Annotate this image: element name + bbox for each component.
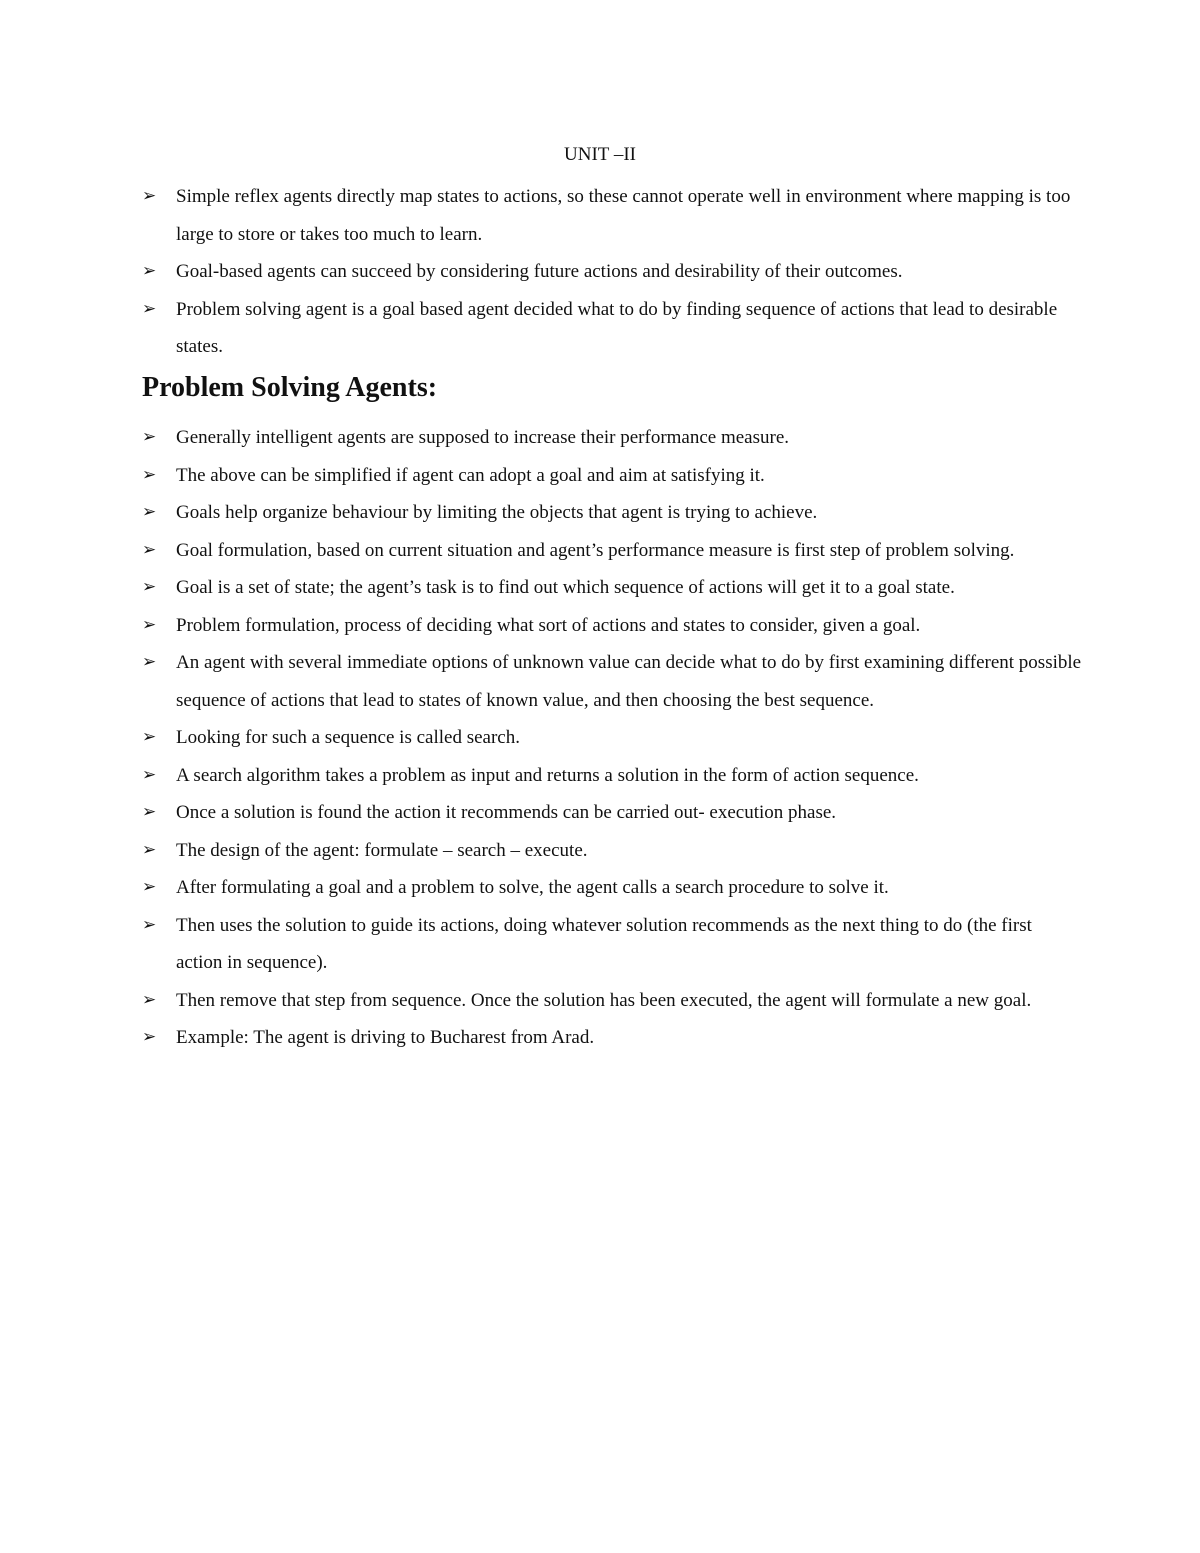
bullet-text: Problem solving agent is a goal based agent decided what to do by finding sequence of actions that lead to desirable states. bbox=[176, 298, 1058, 357]
list-item bbox=[142, 794, 1082, 832]
bullet-text: Then remove that step from sequence. Once the solution has been executed, the agent will formulate a new goal. bbox=[176, 989, 1032, 1011]
bullet-text: Goals help organize behaviour by limiting the objects that agent is trying to achieve. bbox=[176, 502, 818, 523]
list-item bbox=[142, 253, 1082, 291]
arrow-bullet-icon: ➢ bbox=[142, 427, 157, 447]
bullet-text: Looking for such a sequence is called search. bbox=[176, 727, 520, 748]
bullet-text: After formulating a goal and a problem to solve, the agent calls a search procedure to solve it. bbox=[176, 877, 889, 898]
arrow-bullet-icon: ➢ bbox=[142, 989, 157, 1010]
bullet-text: Problem formulation, process of deciding what sort of actions and states to consider, given a goal. bbox=[176, 614, 921, 636]
arrow-bullet-icon: ➢ bbox=[142, 539, 157, 560]
bullet-text: The design of the agent: formulate – search – execute. bbox=[176, 839, 588, 861]
section-bullet-list bbox=[142, 419, 1082, 1057]
bullet-text: Once a solution is found the action it recommends can be carried out- execution phase. bbox=[176, 802, 837, 823]
bullet-text: Then uses the solution to guide its actions, doing whatever solution recommends as the next thing to do (the first action in sequence). bbox=[176, 914, 1032, 973]
arrow-bullet-icon: ➢ bbox=[142, 652, 157, 672]
list-item bbox=[142, 494, 1082, 532]
list-item bbox=[142, 1019, 1082, 1057]
list-item bbox=[142, 907, 1082, 982]
list-item bbox=[142, 419, 1082, 457]
bullet-text: Goal formulation, based on current situation and agent’s performance measure is first step of problem solving. bbox=[176, 539, 1015, 561]
arrow-bullet-icon: ➢ bbox=[142, 802, 157, 822]
list-item bbox=[142, 832, 1082, 870]
bullet-text: Goal is a set of state; the agent’s task is to find out which sequence of actions will get it to a goal state. bbox=[176, 577, 955, 598]
list-item bbox=[142, 532, 1082, 570]
list-item bbox=[142, 607, 1082, 645]
arrow-bullet-icon: ➢ bbox=[142, 877, 157, 897]
bullet-text: An agent with several immediate options of unknown value can decide what to do by first examining different possible sequence of actions that lead to states of known value, and then choosing the best sequence. bbox=[176, 652, 1082, 711]
bullet-text: Example: The agent is driving to Bucharest from Arad. bbox=[176, 1027, 595, 1048]
list-item bbox=[142, 757, 1082, 795]
list-item bbox=[142, 178, 1082, 253]
bullet-text: Generally intelligent agents are supposed to increase their performance measure. bbox=[176, 427, 790, 448]
bullet-text: Simple reflex agents directly map states to actions, so these cannot operate well in environment where mapping is too large to store or takes too much to learn. bbox=[176, 186, 1071, 245]
arrow-bullet-icon: ➢ bbox=[142, 464, 157, 485]
arrow-bullet-icon: ➢ bbox=[142, 298, 157, 319]
intro-bullet-list bbox=[142, 178, 1082, 366]
arrow-bullet-icon: ➢ bbox=[142, 764, 157, 785]
list-item bbox=[142, 644, 1082, 719]
unit-title: UNIT –II bbox=[564, 144, 636, 165]
bullet-text: A search algorithm takes a problem as input and returns a solution in the form of action sequence. bbox=[176, 764, 919, 786]
arrow-bullet-icon: ➢ bbox=[142, 186, 157, 206]
arrow-bullet-icon: ➢ bbox=[142, 839, 157, 860]
arrow-bullet-icon: ➢ bbox=[142, 261, 157, 281]
section-heading: Problem Solving Agents: bbox=[142, 372, 438, 403]
list-item bbox=[142, 291, 1082, 366]
arrow-bullet-icon: ➢ bbox=[142, 914, 157, 935]
list-item bbox=[142, 569, 1082, 607]
list-item bbox=[142, 719, 1082, 757]
list-item bbox=[142, 982, 1082, 1020]
bullet-text: The above can be simplified if agent can adopt a goal and aim at satisfying it. bbox=[176, 464, 765, 486]
arrow-bullet-icon: ➢ bbox=[142, 727, 157, 747]
arrow-bullet-icon: ➢ bbox=[142, 577, 157, 597]
arrow-bullet-icon: ➢ bbox=[142, 614, 157, 635]
list-item bbox=[142, 869, 1082, 907]
list-item bbox=[142, 457, 1082, 495]
arrow-bullet-icon: ➢ bbox=[142, 502, 157, 522]
bullet-text: Goal-based agents can succeed by considering future actions and desirability of their outcomes. bbox=[176, 261, 903, 282]
arrow-bullet-icon: ➢ bbox=[142, 1027, 157, 1047]
